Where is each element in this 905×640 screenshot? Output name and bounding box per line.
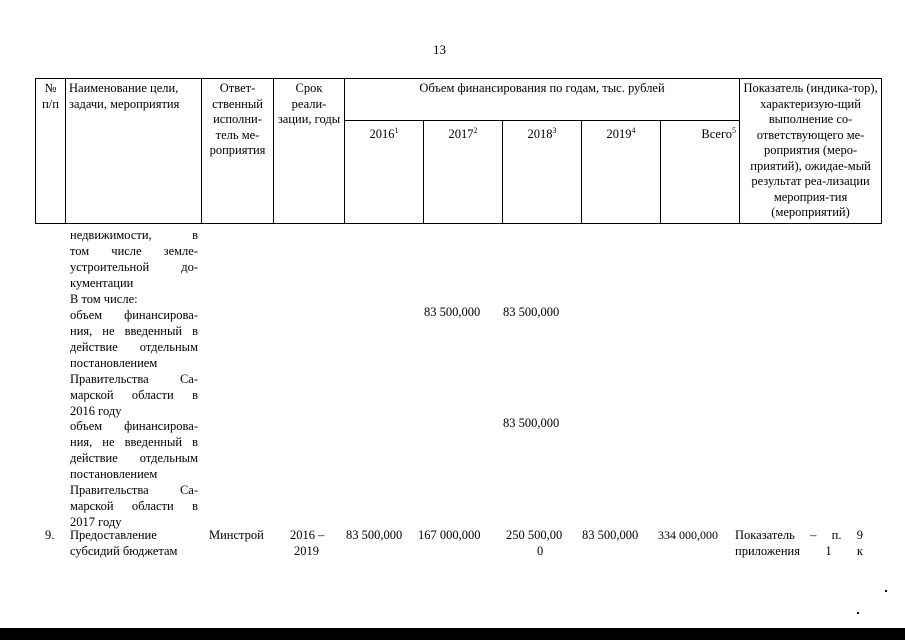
block2-line: 2016 году [70, 404, 122, 418]
block2-line: ния, не введенный в [70, 324, 198, 338]
row9-name-line: субсидий бюджетам [70, 544, 178, 558]
row9-value-2018: 250 500,00 [506, 528, 563, 542]
block1-line: кументации [70, 276, 134, 290]
header-term: Срок реали-зации, годы [274, 79, 345, 224]
header-year-2016: 2016$^1$ [345, 121, 424, 223]
header-year-2018: 2018$^3$ [503, 121, 582, 223]
row9-value-2016: 83 500,000 [346, 528, 403, 542]
header-year-2017: 2017$^2$ [424, 121, 503, 223]
block2-line: Правительства Са- [70, 372, 198, 386]
block2-line: действие отдельным [70, 340, 198, 354]
scan-speck [885, 590, 887, 592]
header-funding: Объем финансирования по годам, тыс. рублей [345, 79, 740, 121]
block2-line: объем финансирова- [70, 308, 198, 322]
block1-line: недвижимости, в [70, 228, 198, 242]
block3-line: действие отдельным [70, 451, 198, 465]
row9-term: 2019 [294, 544, 319, 558]
row9-executor: Минстрой [209, 528, 264, 542]
row9-value-2017: 167 000,000 [418, 528, 481, 542]
block1-line: устроительной до- [70, 260, 198, 274]
block3-line: ния, не введенный в [70, 435, 198, 449]
header-indicator: Показатель (индика-тор), характеризую-щий выполнение со-ответствующего ме-роприятия (меро-приятий), ожидае-мый результат реа-лизации мероприя-тия (мероприятий) [740, 79, 882, 224]
scan-bottom-border [0, 628, 905, 640]
block1-line: том числе земле- [70, 244, 198, 258]
block3-line: объем финансирова- [70, 419, 198, 433]
row9-value-2019: 83 500,000 [582, 528, 639, 542]
row9-number: 9. [45, 528, 55, 542]
block3-line: марской области в [70, 499, 198, 513]
block2-value-2017: 83 500,000 [424, 305, 481, 319]
header-year-2019: 2019$^4$ [582, 121, 661, 223]
block2-line: постановлением [70, 356, 158, 370]
block3-line: 2017 году [70, 515, 122, 529]
row9-indicator-line: Показатель – п. 9 [735, 528, 863, 542]
block2-value-2018: 83 500,000 [503, 305, 560, 319]
block3-line: Правительства Са- [70, 483, 198, 497]
header-executor: Ответ-ственный исполни-тель ме-роприятия [202, 79, 274, 224]
page-number: 13 [433, 42, 446, 57]
block3-value-2018: 83 500,000 [503, 416, 560, 430]
block3-line: постановлением [70, 467, 158, 481]
row9-indicator-line: приложения 1 к [735, 544, 863, 558]
row9-value-2018: 0 [537, 544, 544, 558]
table-header [35, 78, 882, 224]
row9-total: 334 000,000 [658, 528, 718, 542]
block2-line: марской области в [70, 388, 198, 402]
header-total: Всего$^5$ [661, 121, 740, 223]
row9-term: 2016 – [290, 528, 325, 542]
block1-line: В том числе: [70, 292, 138, 306]
row9-name-line: Предоставление [70, 528, 157, 542]
header-name: Наименование цели, задачи, мероприятия [66, 79, 202, 224]
header-num: № п/п [36, 79, 66, 224]
scan-speck [857, 612, 859, 614]
